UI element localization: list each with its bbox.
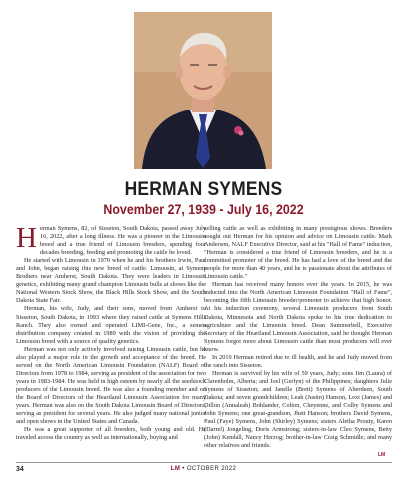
end-mark-logo: LM (378, 452, 386, 458)
paragraph-7: Herman has received many honors over the years. In 2015, he was inducted into the North American Limousin Foundation "Hall of Fame", becoming the fifth Limousin breeder/promoter to achieve that high honor. At his induction ceremony, several Limousin producers from South Dakota, Minnesota and North Dakota spoke to his true dedication to agriculture and the Limousin breed. Dean Summerbell, Executive Secretary of the Heartland Limousin Association, said he thought Herman Symens forgot more about Limousin cattle than most producers will ever know. (204, 281, 392, 353)
paragraph-3: Herman, his wife, Judy, and their sons, moved from Amherst to Sisseton, South Dakota, in 1993 where they raised cattle at Symens Hills Ranch. They also owned and operated LIMI-Gene, Inc., a semen distribution company created in 1989 with the vision of providing the Limousin breed with a source of quality genetics. (16, 305, 206, 345)
footer-rule (16, 462, 392, 463)
deceased-name: HERMAN SYMENS (124, 179, 283, 200)
footer-issue (0, 466, 407, 472)
paragraph-9: Herman is survived by his wife of 59 years, Judy; sons Jim (Laura) of Clarenholm, Alberta; and Joel (Gerlyn) of the Philippines; daughters Julie Symens of Sisseton; and Janelle (Brett) Symens of Aberdeen, South Dakota; and seven grandchildren; Leah (Justin) Hanson, Lexi (James) and Dillon (Annaleah) Bohlander, Colton, Cheyenne, and Colby Symens and John Symens; one great-grandson, Jhett Hanson; brothers David Symens, Paul (Faye) Symens, John (Shirley) Symens; sisters Aletha Prouty, Karen (Darrel) Jongeling, Doris Armstrong; sisters-in-law Cleo Symens, Betty (John) Kendall, Nancy Herzog; brother-in-law Craig Schmidle; and many other relatives and friends. (204, 369, 392, 450)
drop-cap: H (16, 222, 37, 254)
right-column (204, 225, 392, 450)
magazine-logo: LM (170, 466, 181, 472)
paragraph-8: In 2019 Herman retired due to ill health, and he and Judy moved from the ranch into Sisseton. (204, 353, 392, 369)
left-column (16, 222, 206, 442)
paragraph-5: He was a great supporter of all breeders, both young and old. He traveled across the country as well as internationally, buying and (16, 426, 206, 442)
paragraph-2: He started with Limousin in 1970 when he and his brothers Irwin, Paul and John, began raising this new breed of cattle. Limousin, at Symens Brothers near Amherst, South Dakota. They were leaders in Limousin genetics, exhibiting many grand champion Limousin bulls at shows like the National Western Stock Show, the Black Hills Stock Show, and the South Dakota State Fair. (16, 257, 206, 305)
paragraph-1 (16, 222, 206, 257)
paragraph-6: selling cattle as well as exhibiting in many prestigious shows. Breeders sought out Herman for his opinion and advice on Limousin cattle. Mark Anderson, NALF Executive Director, said at his "Hall of Fame" induction, "Herman is considered a true friend of Limousin breeders, and he is a committed promoter of the breed. He has had a love of the breed and the people for more than 40 years, and he is passionate about the attributes of Limousin cattle." (204, 225, 392, 281)
portrait-photo (134, 12, 272, 169)
paragraph-4: Herman was not only actively involved raising Limousin cattle, but he also played a major role in the growth and acceptance of the breed. He served on the North American Limousin Foundation (NALF) Board of Directors from 1978 to 1984, serving as president of the association for two years in 1983-1984. He was held in high esteem by nearly all the seedstock producers of the Limousin breed. He was also a founding member and on the Board of Directors of the Heartland Limousin Association for many years. Herman was also on the South Dakota Limousin Board of Directors, serving as president for several years. He also judged many national junior and open shows in the United States and Canada. (16, 345, 206, 426)
issue-date: • OCTOBER 2022 (180, 466, 237, 472)
life-dates: November 27, 1939 - July 16, 2022 (103, 202, 304, 217)
paragraph-1-text: erman Symens, 82, of Sisseton, South Dakota, passed away July 16, 2022, after a long illness. He was a pioneer in the Limousin breed and a true friend of Limousin breeders, spending four decades breeding, feeding and promoting the cattle he loved. (39, 225, 206, 257)
page-number: 34 (16, 466, 24, 473)
